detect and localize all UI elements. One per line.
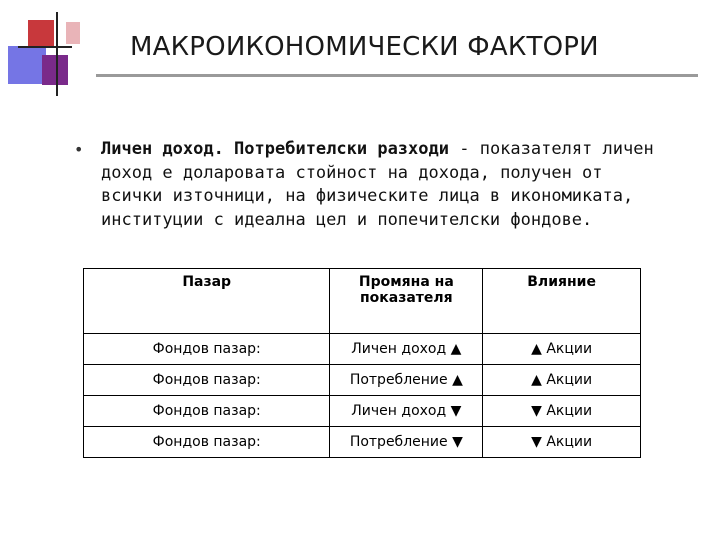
decor-vertical-line xyxy=(56,12,58,96)
table-row xyxy=(84,396,641,427)
decor-purple-square xyxy=(42,55,68,85)
cell-impact: ▲ Акции xyxy=(483,334,641,365)
cell-impact: ▼ Акции xyxy=(483,396,641,427)
bullet-text: - показателят личен доход е доларовата стойност на дохода, получен от всички източници, на физическите лица в икономиката, институции с идеална цел и попечителски фондове. xyxy=(101,139,654,230)
cell-impact: ▼ Акции xyxy=(483,427,641,458)
decor-red-square xyxy=(28,20,54,46)
cell-indicator: Личен доход ▲ xyxy=(330,334,483,365)
decor-pink-square xyxy=(66,22,80,44)
header-market: Пазар xyxy=(84,269,330,334)
cell-indicator: Потребление ▲ xyxy=(330,365,483,396)
header-impact: Влияние xyxy=(483,269,641,334)
decor-blue-square xyxy=(8,46,46,84)
cell-impact: ▲ Акции xyxy=(483,365,641,396)
cell-indicator: Личен доход ▼ xyxy=(330,396,483,427)
factors-table xyxy=(83,268,641,458)
cell-market: Фондов пазар: xyxy=(84,396,330,427)
bullet-paragraph xyxy=(101,138,661,232)
table-row xyxy=(84,334,641,365)
bullet-icon: • xyxy=(74,140,84,159)
slide-title: МАКРОИКОНОМИЧЕСКИ ФАКТОРИ xyxy=(130,32,599,62)
cell-market: Фондов пазар: xyxy=(84,365,330,396)
header-indicator-change: Промяна на показателя xyxy=(330,269,483,334)
cell-market: Фондов пазар: xyxy=(84,427,330,458)
table-header-row xyxy=(84,269,641,334)
bullet-term: Личен доход. Потребителски разходи xyxy=(101,139,449,159)
table-row xyxy=(84,427,641,458)
table-row xyxy=(84,365,641,396)
decor-horizontal-line xyxy=(18,46,72,48)
cell-market: Фондов пазар: xyxy=(84,334,330,365)
title-underline-rule xyxy=(96,74,698,77)
cell-indicator: Потребление ▼ xyxy=(330,427,483,458)
